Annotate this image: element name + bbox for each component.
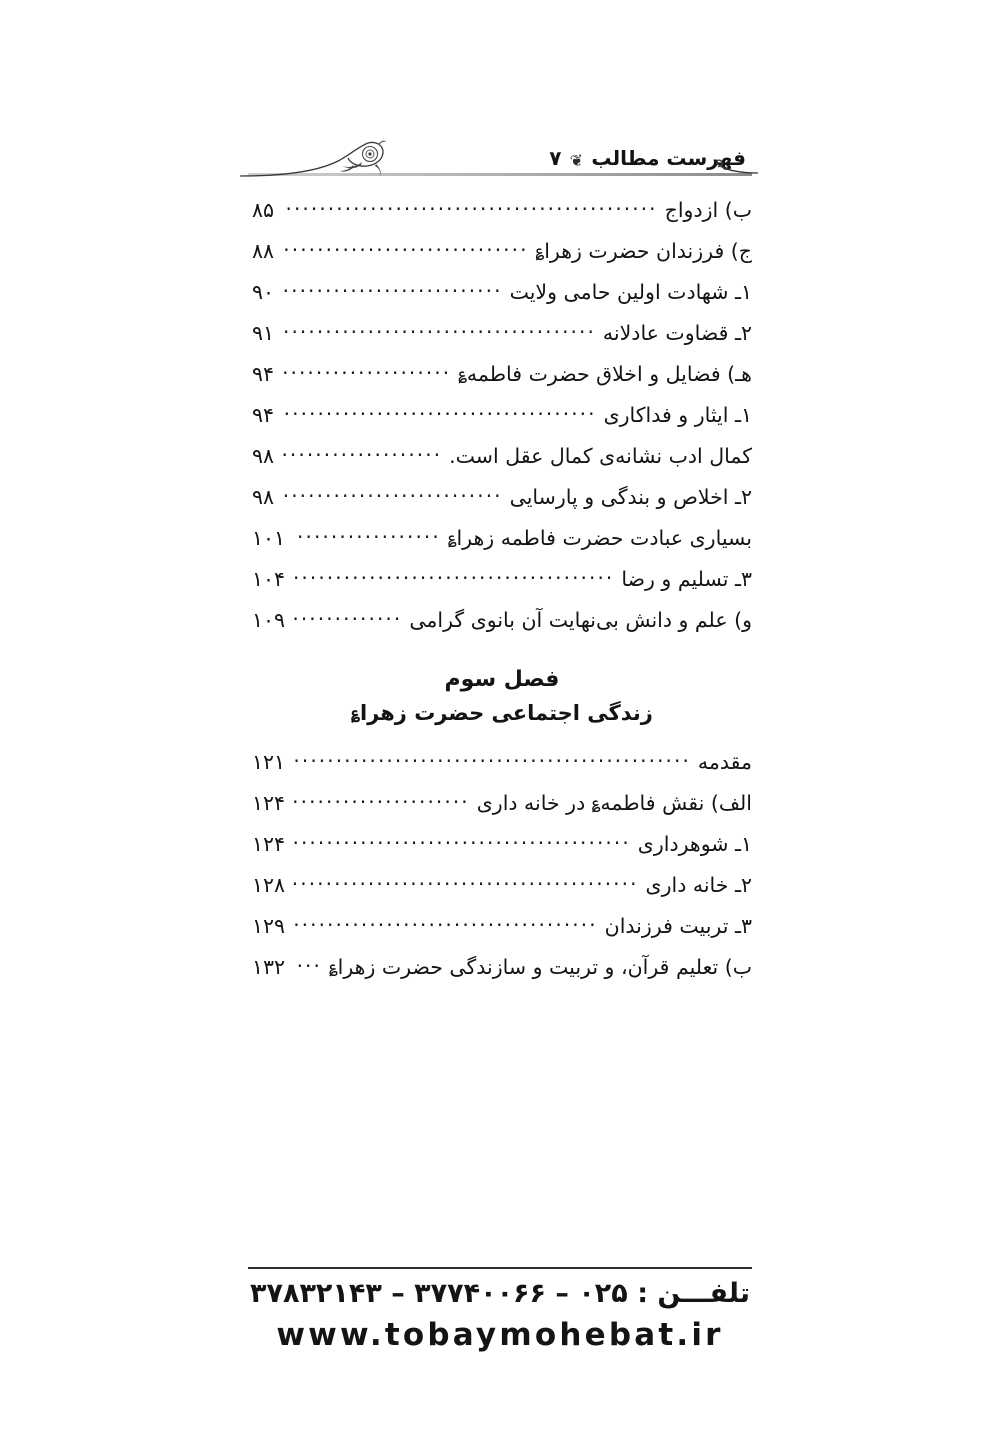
toc-leader-dots xyxy=(293,748,691,769)
toc-entry-page: ۱۲۹ xyxy=(252,913,286,938)
toc-entry-title: الف) نقش فاطمه؏ در خانه داری xyxy=(476,790,752,815)
running-header xyxy=(248,132,752,184)
footer-phone xyxy=(248,1278,752,1309)
toc-leader-dots xyxy=(293,789,470,810)
toc-entry-page: ۹۴ xyxy=(252,361,275,386)
toc-entry-title: ۲ـ خانه داری xyxy=(645,872,752,897)
toc-entry[interactable] xyxy=(252,401,752,442)
toc-entry[interactable] xyxy=(252,912,752,953)
toc-entry-title: ج) فرزندان حضرت زهرا؏ xyxy=(535,238,752,263)
honorific-icon: ؏ xyxy=(447,528,457,546)
toc-entry-page: ۹۱ xyxy=(252,320,275,345)
toc-entry-title: ۳ـ تربیت فرزندان xyxy=(604,913,752,938)
toc-entry[interactable] xyxy=(252,606,752,647)
toc-entry-page: ۱۰۹ xyxy=(252,607,286,632)
toc-entry-title: ۱ـ شوهرداری xyxy=(637,831,752,856)
toc-entry-title: هـ) فضایل و اخلاق حضرت فاطمه؏ xyxy=(458,361,752,386)
toc-entry-title: و) علم و دانش بی‌نهایت آن بانوی گرامی xyxy=(409,607,752,632)
toc-entry[interactable] xyxy=(252,871,752,912)
toc-entry-page: ۱۰۱ xyxy=(252,525,286,550)
toc-entry-title: کمال ادب نشانه‌ی کمال عقل است. xyxy=(449,443,752,468)
chapter-heading xyxy=(252,663,752,731)
toc-entry-title: ۲ـ قضاوت عادلانه xyxy=(602,320,752,345)
toc-entry-page: ۸۵ xyxy=(252,197,275,222)
toc-entry[interactable] xyxy=(252,319,752,360)
toc-leader-dots xyxy=(282,442,442,463)
toc-entry[interactable] xyxy=(252,278,752,319)
toc-entry[interactable] xyxy=(252,483,752,524)
toc-leader-dots xyxy=(282,237,529,258)
toc-entry-title: بسیاری عبادت حضرت فاطمه زهرا؏ xyxy=(447,525,752,550)
footer-website[interactable]: www.tobaymohebat.ir xyxy=(276,1317,724,1353)
toc-leader-dots xyxy=(282,483,503,504)
floral-swirl-ornament xyxy=(240,136,390,182)
toc-leader-dots xyxy=(293,871,639,892)
toc-entry[interactable] xyxy=(252,953,752,994)
toc-list-group-one xyxy=(252,196,752,647)
footer-rule xyxy=(248,1267,752,1269)
toc-entry-title: ۱ـ شهادت اولین حامی ولایت xyxy=(509,279,752,304)
toc-entry-title: ب) تعلیم قرآن، و تربیت و سازندگی حضرت زهرا؏ xyxy=(328,954,752,979)
toc-leader-dots xyxy=(282,401,597,422)
toc-entry[interactable] xyxy=(252,442,752,483)
toc-leader-dots xyxy=(282,278,503,299)
toc-entry-page: ۹۸ xyxy=(252,443,275,468)
toc-list-group-two xyxy=(252,748,752,994)
chapter-title-line xyxy=(252,697,752,731)
toc-entry-page: ۱۲۸ xyxy=(252,872,286,897)
toc-entry[interactable] xyxy=(252,748,752,789)
toc-leader-dots xyxy=(293,912,598,933)
toc-entry-title: مقدمه xyxy=(697,749,752,774)
toc-leader-dots xyxy=(293,565,614,586)
honorific-icon: ؏ xyxy=(591,793,601,811)
toc-entry[interactable] xyxy=(252,360,752,401)
toc-leader-dots xyxy=(293,830,631,851)
toc-entry-title: ۲ـ اخلاص و بندگی و پارسایی xyxy=(509,484,752,509)
toc-entry-page: ۱۳۲ xyxy=(252,954,286,979)
toc-leader-dots xyxy=(282,196,658,217)
header-left-hook-ornament xyxy=(714,158,758,178)
toc-entry[interactable] xyxy=(252,524,752,565)
toc-leader-dots xyxy=(293,606,402,627)
toc-entry[interactable] xyxy=(252,237,752,278)
toc-entry-page: ۱۲۴ xyxy=(252,831,286,856)
toc-entry-page: ۹۰ xyxy=(252,279,275,304)
header-title: فهرست مطالب xyxy=(591,146,746,170)
toc-entry-page: ۹۸ xyxy=(252,484,275,509)
toc-entry[interactable] xyxy=(252,196,752,237)
toc-entry-title-tail: در خانه داری xyxy=(476,790,592,815)
toc-entry-page: ۱۰۴ xyxy=(252,566,286,591)
honorific-icon: ؏ xyxy=(458,364,467,382)
toc-entry-page: ۸۸ xyxy=(252,238,275,263)
toc-leader-dots xyxy=(282,360,451,381)
toc-entry-title: ۳ـ تسلیم و رضا xyxy=(621,566,752,591)
toc-entry-page: ۹۴ xyxy=(252,402,275,427)
toc-leader-dots xyxy=(293,524,441,545)
toc-entry-page: ۱۲۴ xyxy=(252,790,286,815)
chapter-title: زندگی اجتماعی حضرت زهرا xyxy=(359,701,653,726)
honorific-icon: ؏ xyxy=(328,957,338,975)
toc-entry-page: ۱۲۱ xyxy=(252,749,286,774)
toc-entry[interactable] xyxy=(252,565,752,606)
toc-entry[interactable] xyxy=(252,830,752,871)
page-number: ۷ xyxy=(549,146,562,170)
chapter-number: فصل سوم xyxy=(444,667,560,692)
page-footer xyxy=(248,1267,752,1353)
phone-numbers: ۰۲۵ – ۳۷۷۴۰۰۶۶ – ۳۷۸۳۲۱۴۳ xyxy=(250,1278,628,1309)
leaf-flourish-icon: ❦ xyxy=(569,150,586,171)
toc-entry-title: ب) ازدواج xyxy=(664,197,752,222)
phone-label: تلفـــن : xyxy=(637,1278,750,1309)
toc-leader-dots xyxy=(282,319,596,340)
toc-entry[interactable] xyxy=(252,789,752,830)
honorific-icon: ؏ xyxy=(535,241,545,259)
honorific-icon: ؏ xyxy=(351,703,360,722)
toc-leader-dots xyxy=(293,953,322,974)
toc-entry-title: ۱ـ ایثار و فداکاری xyxy=(603,402,752,427)
